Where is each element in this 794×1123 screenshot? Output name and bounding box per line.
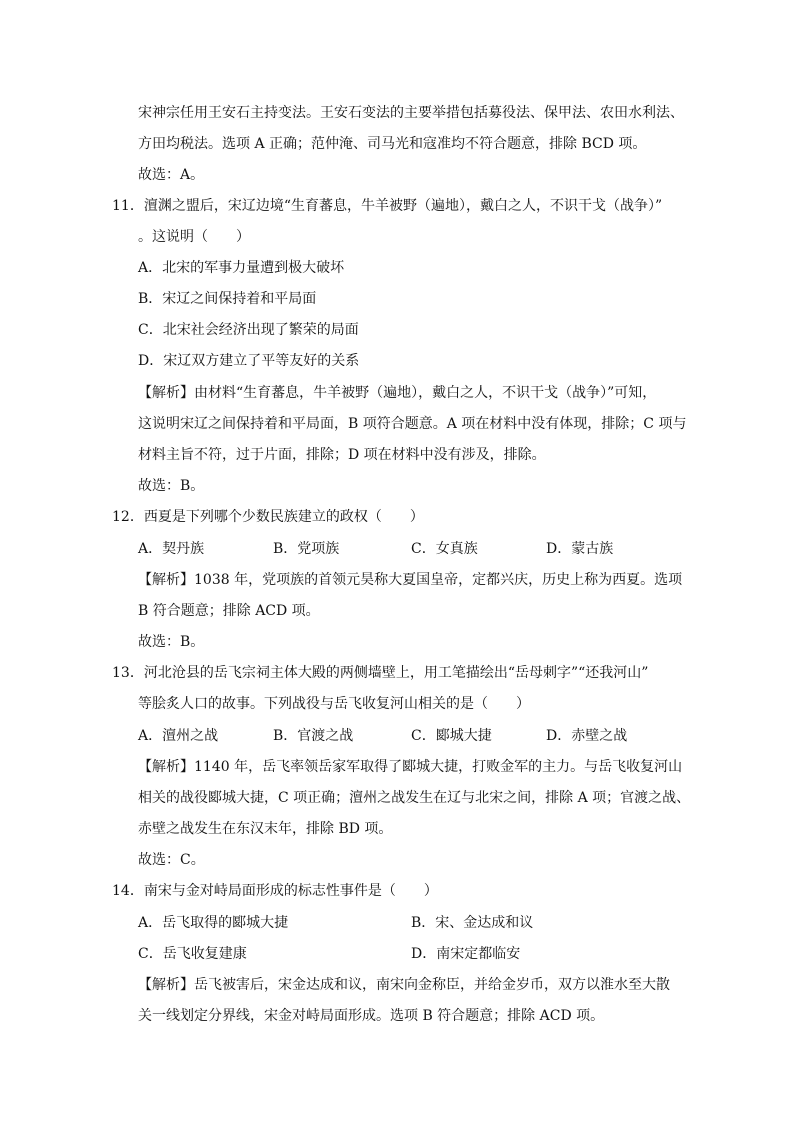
q13-analysis-line-3: 赤壁之战发生在东汉末年，排除 BD 项。	[138, 821, 393, 837]
q14-option-b: B．宋、金达成和议	[411, 915, 534, 931]
q11-stem-line-1: 11．澶渊之盟后，宋辽边境“生育蕃息，牛羊被野（遍地），戴白之人，不识干戈（战争）”	[112, 198, 663, 214]
q13-analysis-line-1: 【解析】1140 年，岳飞率领岳家军取得了郾城大捷，打败金军的主力。与岳飞收复河山	[138, 759, 683, 775]
q14-analysis-line-1: 【解析】岳飞被害后，宋金达成和议，南宋向金称臣，并给金岁币，双方以淮水至大散	[138, 977, 670, 993]
q13-option-c: C．郾城大捷	[411, 728, 492, 744]
q11-option-c: C．北宋社会经济出现了繁荣的局面	[138, 322, 359, 338]
q13-analysis-line-2: 相关的战役郾城大捷，C 项正确；澶州之战发生在辽与北宋之间，排除 A 项；官渡之战、	[138, 790, 691, 806]
q14-option-a: A．岳飞取得的郾城大捷	[138, 915, 289, 931]
q10-answer: 故选：A。	[138, 167, 205, 183]
q14-option-c: C．岳飞收复建康	[138, 946, 247, 962]
q11-stem-line-2: 。这说明（ ）	[138, 229, 250, 245]
q10-analysis-line-2: 方田均税法。选项 A 正确；范仲淹、司马光和寇准均不符合题意，排除 BCD 项。	[138, 136, 647, 152]
q12-option-d: D．蒙古族	[546, 541, 614, 557]
q12-stem-line-1: 12．西夏是下列哪个少数民族建立的政权（ ）	[112, 509, 424, 525]
q12-answer: 故选：B。	[138, 634, 205, 650]
q11-option-d: D．宋辽双方建立了平等友好的关系	[138, 353, 360, 369]
q13-stem-line-2: 等脍炙人口的故事。下列战役与岳飞收复河山相关的是（ ）	[138, 696, 530, 712]
q11-answer: 故选：B。	[138, 478, 205, 494]
q13-stem-line-1: 13．河北沧县的岳飞宗祠主体大殿的两侧墙壁上，用工笔描绘出“岳母刺字”“还我河山”	[112, 665, 649, 681]
q11-option-a: A．北宋的军事力量遭到极大破坏	[138, 260, 345, 276]
q13-option-a: A．澶州之战	[138, 728, 219, 744]
q13-option-d: D．赤壁之战	[546, 728, 628, 744]
q12-analysis-line-2: B 符合题意；排除 ACD 项。	[138, 603, 320, 619]
q14-analysis-line-2: 关一线划定分界线，宋金对峙局面形成。选项 B 符合题意；排除 ACD 项。	[138, 1008, 605, 1024]
q12-option-b: B．党项族	[273, 541, 340, 557]
q12-option-a: A．契丹族	[138, 541, 205, 557]
q14-option-d: D．南宋定都临安	[411, 946, 521, 962]
q10-analysis-line-1: 宋神宗任用王安石主持变法。王安石变法的主要举措包括募役法、保甲法、农田水利法、	[138, 105, 684, 121]
q11-analysis-line-1: 【解析】由材料“生育蕃息，牛羊被野（遍地），戴白之人，不识干戈（战争）”可知，	[138, 385, 657, 401]
q11-option-b: B．宋辽之间保持着和平局面	[138, 291, 317, 307]
q13-option-b: B．官渡之战	[273, 728, 354, 744]
q11-analysis-line-3: 材料主旨不符，过于片面，排除；D 项在材料中没有涉及，排除。	[138, 447, 546, 463]
q14-stem-line-1: 14．南宋与金对峙局面形成的标志性事件是（ ）	[112, 883, 438, 899]
q12-option-c: C．女真族	[411, 541, 478, 557]
q12-analysis-line-1: 【解析】1038 年，党项族的首领元昊称大夏国皇帝，定都兴庆，历史上称为西夏。选项	[138, 572, 683, 588]
q13-answer: 故选：C。	[138, 852, 205, 868]
q11-analysis-line-2: 这说明宋辽之间保持着和平局面，B 项符合题意。A 项在材料中没有体现，排除；C 项与	[138, 416, 687, 432]
